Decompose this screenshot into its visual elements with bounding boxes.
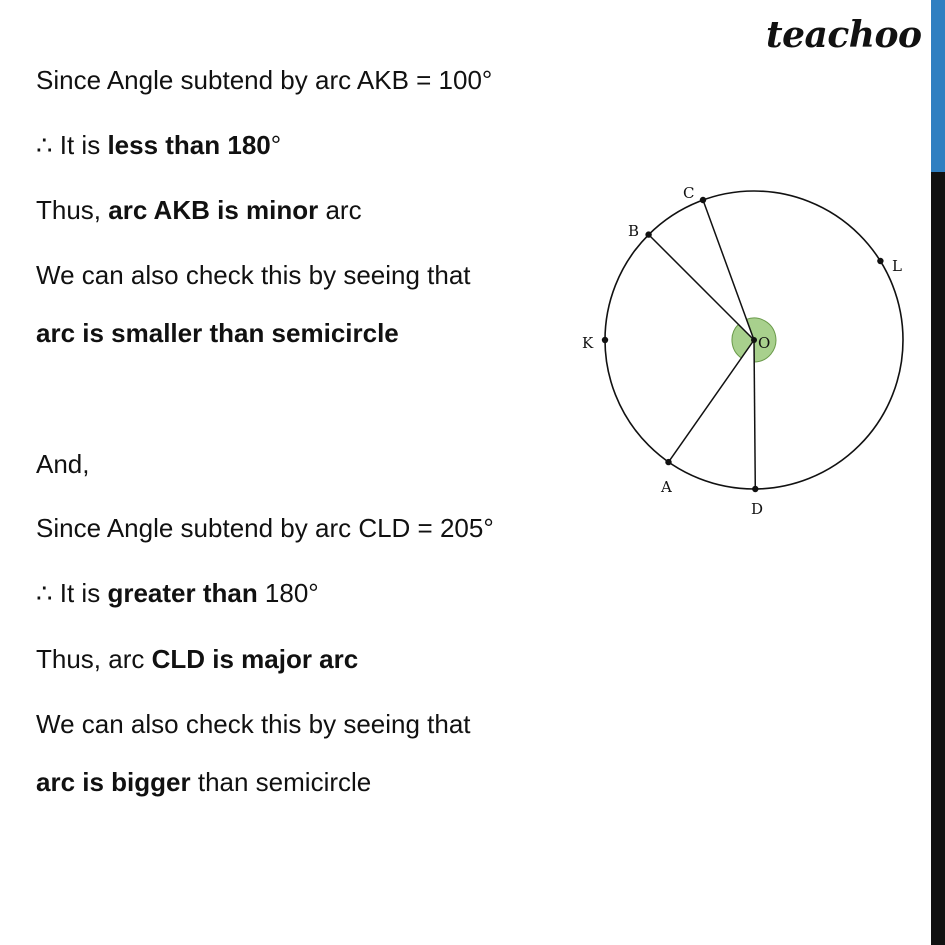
text-line-1: [36, 64, 492, 96]
text-line-10: [36, 708, 471, 740]
radius-oc: [703, 200, 754, 340]
radius-ob: [649, 235, 754, 340]
label-k: K: [582, 334, 594, 352]
text-line-6: [36, 448, 90, 480]
text-line-9: [36, 643, 358, 675]
bold-text: greater than: [107, 578, 258, 608]
text-run: Since Angle subtend by arc AKB = 100°: [36, 65, 493, 95]
text-run: Since Angle subtend by arc CLD = 205°: [36, 513, 494, 543]
text-line-4: [36, 259, 471, 291]
point-a: [665, 459, 671, 465]
label-c: C: [683, 184, 695, 202]
text-line-11: [36, 766, 371, 798]
text-run: Thus,: [36, 195, 109, 225]
label-d: D: [751, 500, 764, 518]
point-k: [602, 337, 608, 343]
point-c: [700, 197, 706, 203]
text-line-5: [36, 317, 399, 349]
text-line-2: [36, 129, 281, 161]
bold-text: arc AKB is minor: [108, 195, 319, 225]
point-o: [751, 337, 757, 343]
text-run: We can also check this by seeing that: [36, 260, 471, 290]
label-a: A: [661, 478, 672, 496]
bold-text: arc is smaller than semicircle: [36, 318, 399, 348]
text-run: ∴ It is: [36, 130, 108, 160]
side-bar-accent: [931, 0, 945, 172]
text-line-3: [36, 194, 362, 226]
label-o: O: [758, 334, 771, 352]
bold-text: CLD is major arc: [151, 644, 359, 674]
point-l: [877, 258, 883, 264]
label-l: L: [892, 257, 902, 275]
text-run: And,: [36, 449, 90, 479]
text-line-8: [36, 577, 319, 609]
text-run: 180°: [257, 578, 319, 608]
text-run: ∴ It is: [36, 578, 108, 608]
label-b: B: [628, 222, 640, 240]
radius-oa: [669, 340, 755, 462]
text-line-7: [36, 512, 494, 544]
teachoo-logo: teachoo: [766, 14, 922, 56]
text-run: arc: [318, 195, 362, 225]
bold-text: arc is bigger: [36, 767, 191, 797]
circle-diagram: [570, 170, 915, 525]
text-run: °: [270, 130, 282, 160]
bold-text: less than 180: [107, 130, 271, 160]
text-run: Thus, arc: [36, 644, 152, 674]
text-run: than semicircle: [190, 767, 372, 797]
text-run: We can also check this by seeing that: [36, 709, 471, 739]
point-b: [645, 231, 651, 237]
point-d: [752, 486, 758, 492]
